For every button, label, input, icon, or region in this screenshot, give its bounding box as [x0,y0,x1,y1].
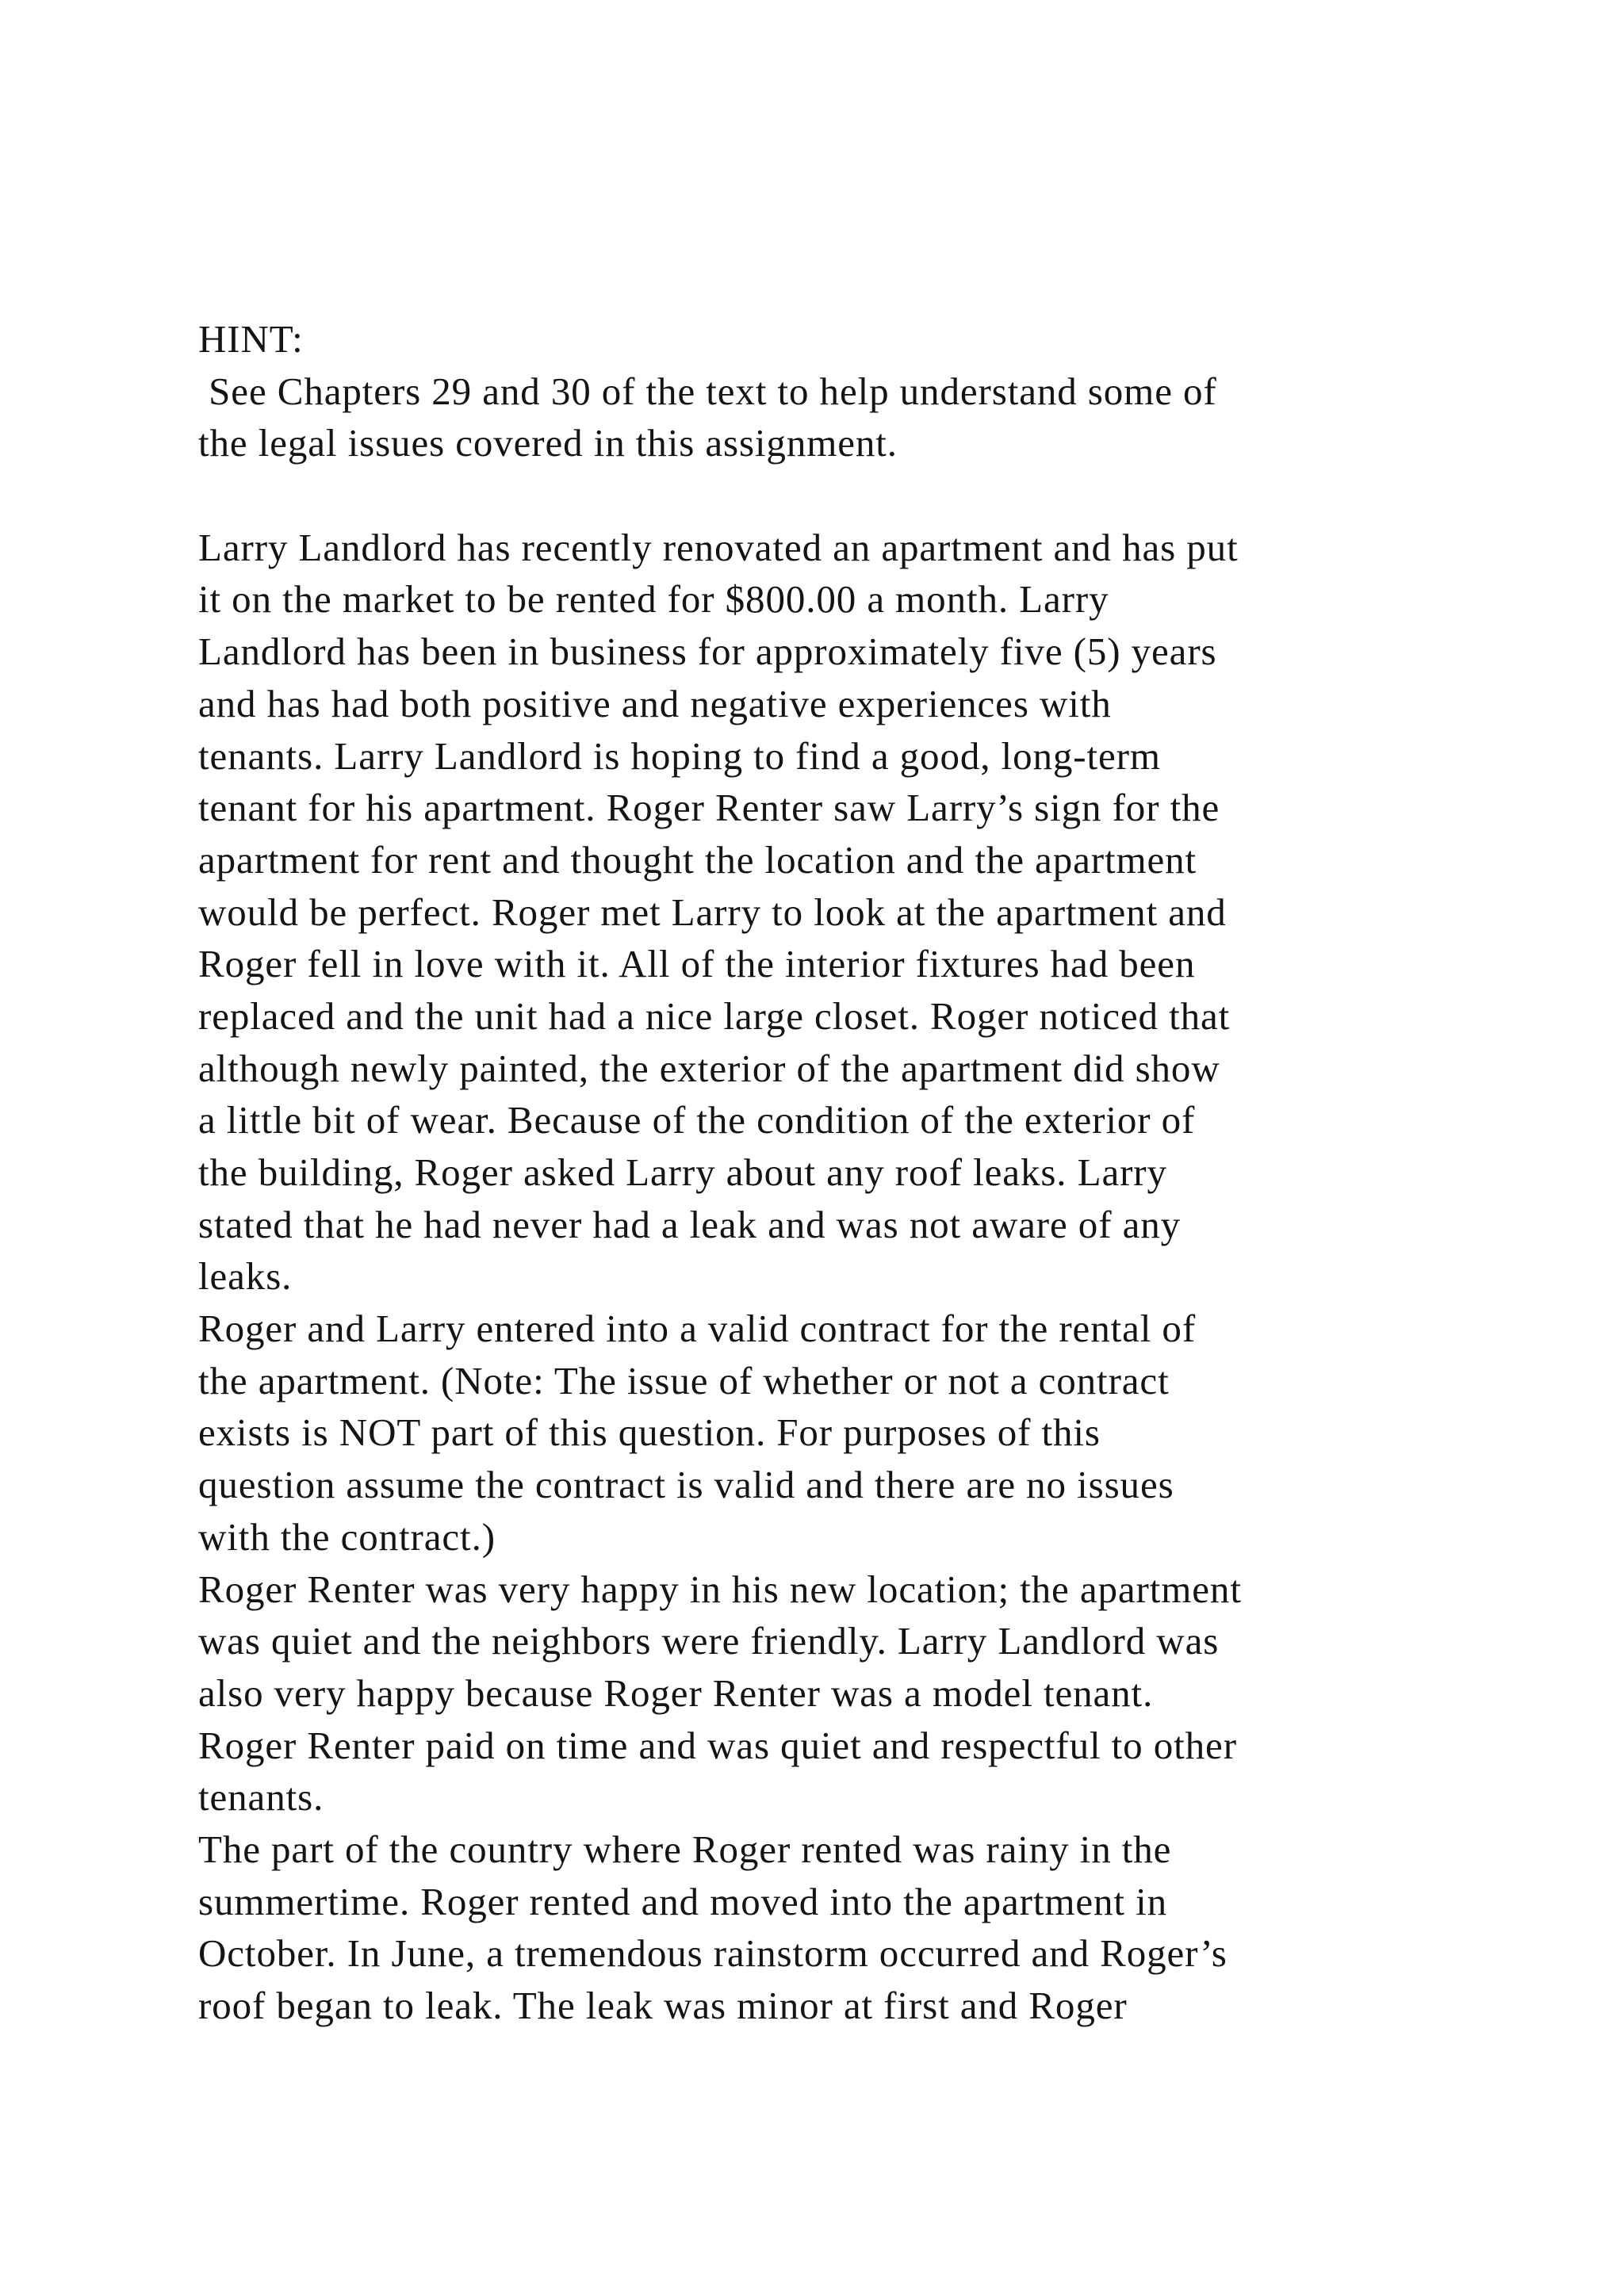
text-line: a little bit of wear. Because of the condition of the exterior of [198,1098,1196,1142]
document-body [198,313,1530,2032]
text-line: summertime. Roger rented and moved into the apartment in [198,1879,1167,1923]
text-line: tenant for his apartment. Roger Renter saw Larry’s sign for the [198,786,1220,830]
text-line: roof began to leak. The leak was minor at first and Roger [198,1984,1128,2027]
text-line: apartment for rent and thought the location and the apartment [198,837,1197,882]
text-line: The part of the country where Roger rented was rainy in the [198,1827,1172,1871]
blank-line [198,469,1530,522]
text-line: tenants. Larry Landlord is hoping to find a good, long-term [198,733,1161,778]
text-line: Roger Renter paid on time and was quiet and respectful to other [198,1723,1237,1767]
text-line: was quiet and the neighbors were friendly. Larry Landlord was [198,1619,1220,1663]
text-line: exists is NOT part of this question. For purposes of this [198,1410,1101,1455]
text-line: would be perfect. Roger met Larry to look at the apartment and [198,890,1227,934]
text-line: See Chapters 29 and 30 of the text to help understand some of [198,369,1217,413]
text-line: stated that he had never had a leak and was not aware of any [198,1202,1182,1246]
text-line: it on the market to be rented for $800.00 a month. Larry [198,577,1109,622]
text-line: October. In June, a tremendous rainstorm occurred and Roger’s [198,1931,1228,1976]
text-line: Larry Landlord has recently renovated an apartment and has put [198,525,1239,569]
text-line: Landlord has been in business for approximately five (5) years [198,629,1217,674]
text-line: the building, Roger asked Larry about any roof leaks. Larry [198,1150,1167,1194]
text-line: the apartment. (Note: The issue of whether or not a contract [198,1358,1170,1402]
text-line: although newly painted, the exterior of the apartment did show [198,1046,1220,1090]
text-line: with the contract.) [198,1514,496,1559]
text-line: leaks. [198,1254,293,1299]
text-line: replaced and the unit had a nice large closet. Roger noticed that [198,993,1231,1038]
text-line: Roger and Larry entered into a valid contract for the rental of [198,1307,1197,1351]
text-line: Roger fell in love with it. All of the interior fixtures had been [198,942,1196,986]
text-line: tenants. [198,1775,324,1820]
text-line: and has had both positive and negative experiences with [198,681,1112,725]
text-line: also very happy because Roger Renter was a model tenant. [198,1670,1154,1715]
hint-heading: HINT: [198,317,304,361]
text-line: the legal issues covered in this assignment. [198,421,898,465]
text-line: question assume the contract is valid and there are no issues [198,1463,1174,1507]
text-line: Roger Renter was very happy in his new location; the apartment [198,1567,1242,1611]
